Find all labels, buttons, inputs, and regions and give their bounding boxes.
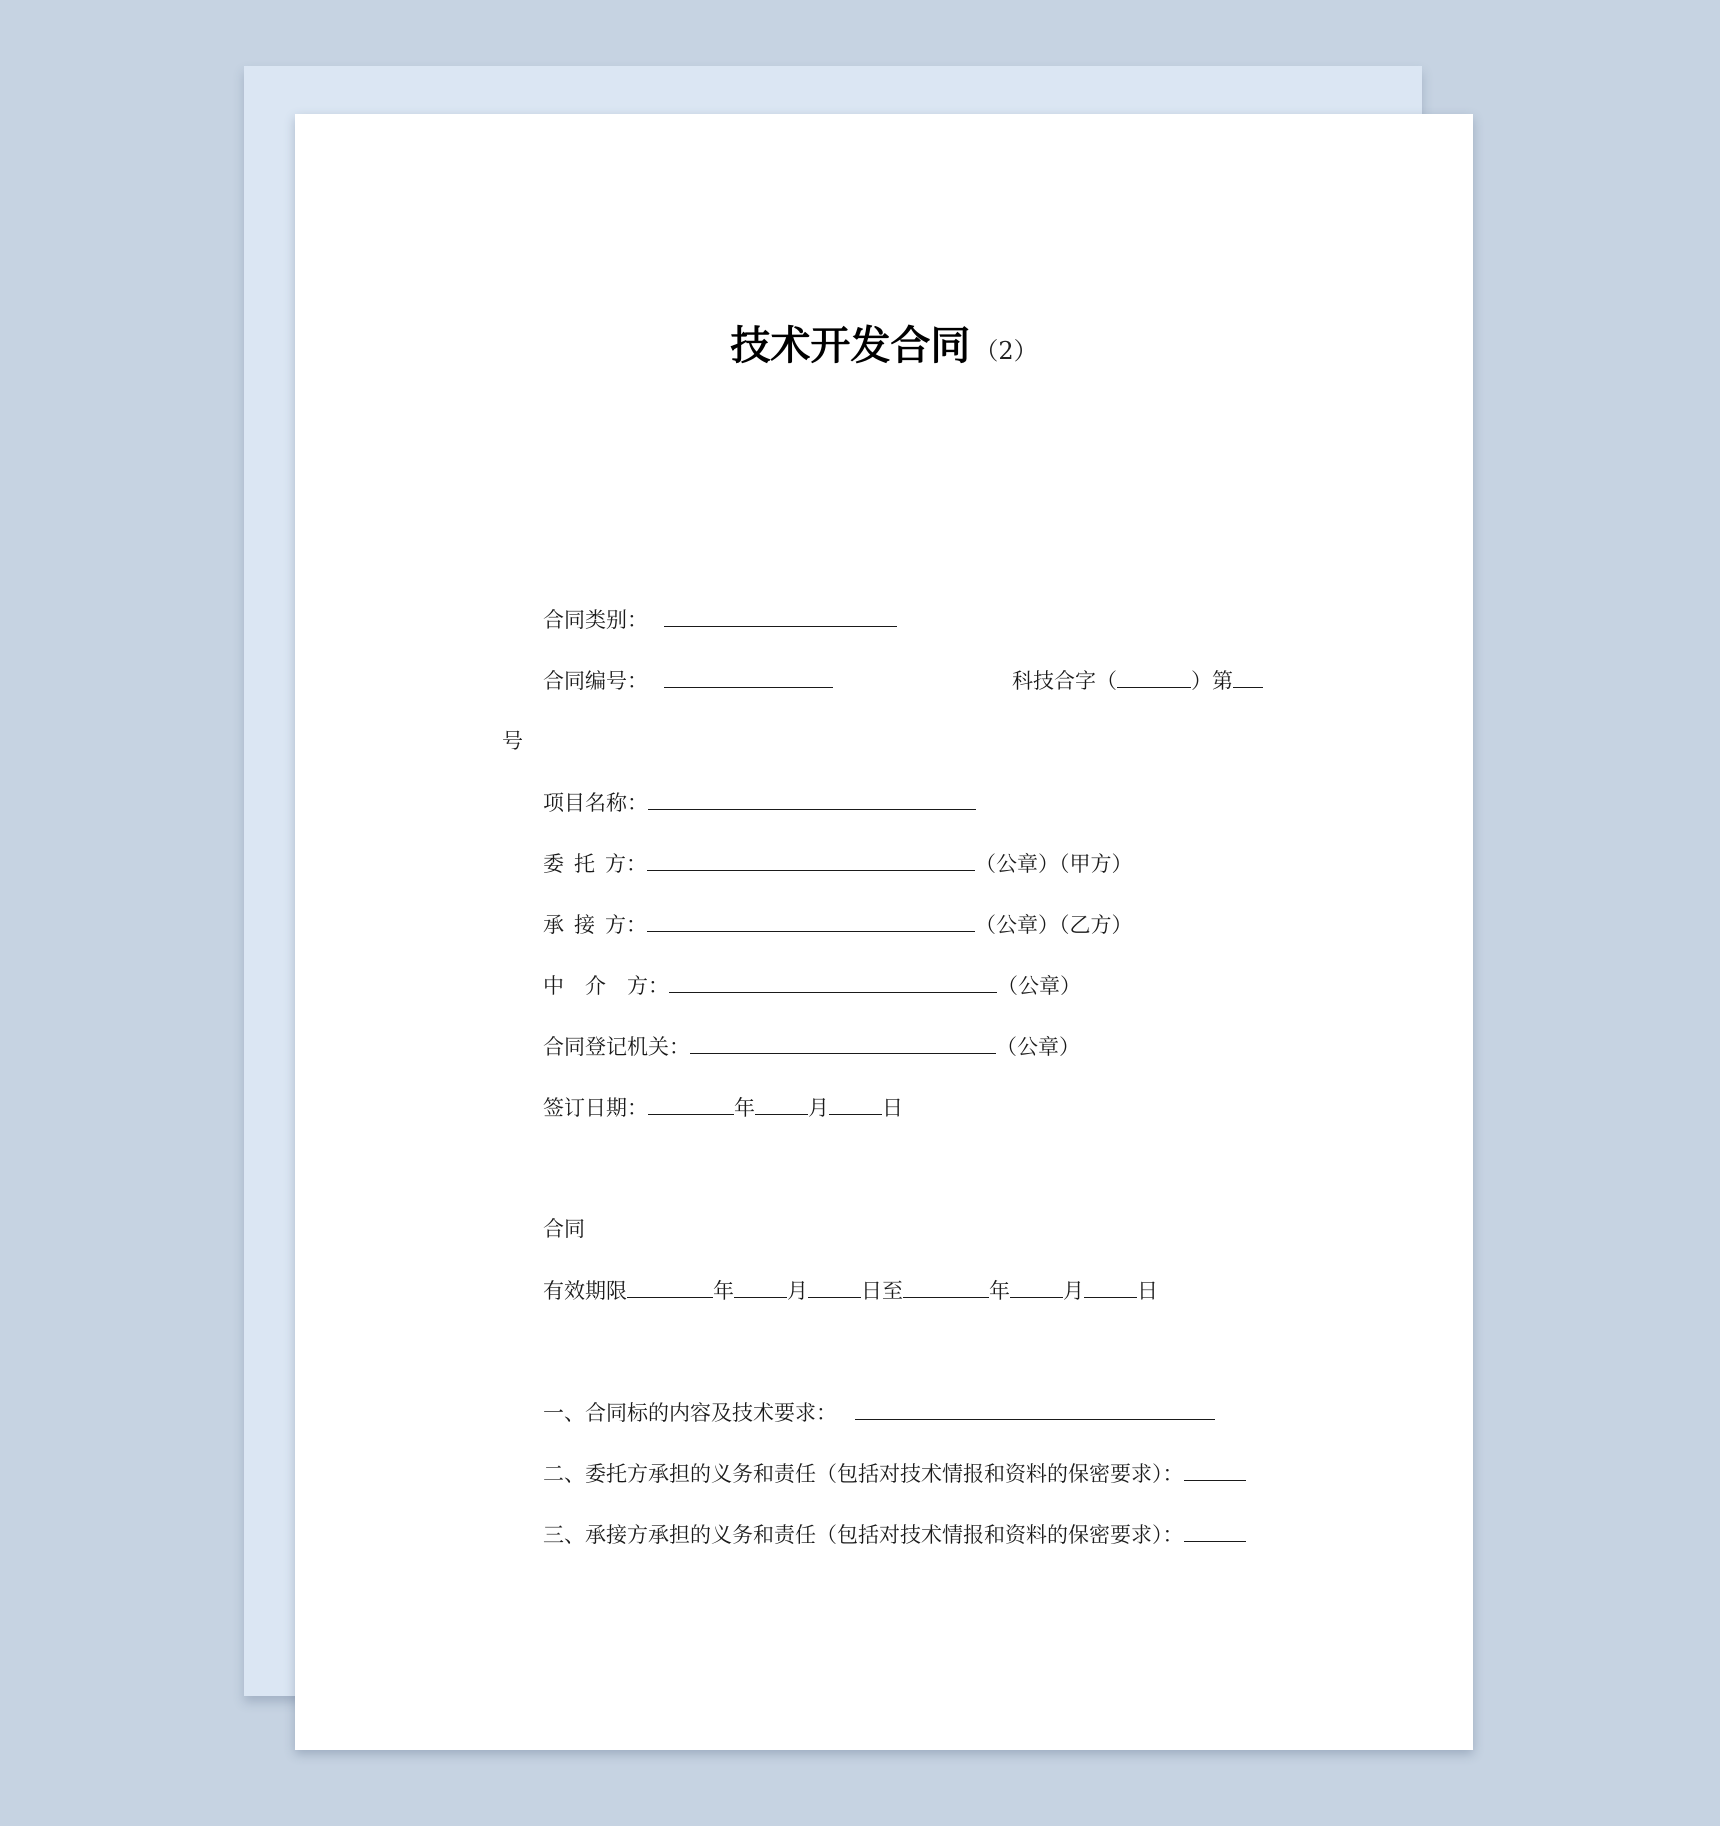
sign-date-label: 签订日期：: [543, 1096, 648, 1120]
contract-number-blank[interactable]: [664, 665, 833, 688]
clause-3-blank[interactable]: [1184, 1519, 1246, 1542]
project-name-row: [543, 787, 976, 818]
sign-date-row: [543, 1092, 903, 1123]
validity-end-month-blank[interactable]: [1010, 1275, 1063, 1298]
validity-heading: 合同: [543, 1217, 585, 1241]
clause-2: [543, 1458, 1246, 1489]
validity-start-year-blank[interactable]: [627, 1275, 713, 1298]
contractor-label-2: 接: [574, 913, 595, 937]
project-name-blank[interactable]: [648, 787, 976, 810]
agent-row: [543, 970, 1081, 1001]
validity-end-year-blank[interactable]: [903, 1275, 989, 1298]
client-row: [543, 848, 1133, 879]
title-sub: （2）: [974, 337, 1038, 365]
sign-day-blank[interactable]: [829, 1092, 882, 1115]
contract-type-row: [543, 604, 897, 635]
clause-2-text: 二、委托方承担的义务和责任（包括对技术情报和资料的保密要求）：: [543, 1462, 1184, 1486]
sign-year-unit: 年: [734, 1096, 755, 1120]
validity-label: 有效期限: [543, 1279, 627, 1303]
contractor-label-1: 承: [543, 913, 564, 937]
client-blank[interactable]: [647, 848, 975, 871]
contract-number-mid: ）第: [1191, 669, 1233, 693]
document-page: [295, 114, 1473, 1750]
registry-tail: （公章）: [996, 1035, 1080, 1059]
validity-start-day-unit: 日至: [861, 1279, 903, 1303]
contractor-row: [543, 909, 1133, 940]
title-main: 技术开发合同: [730, 323, 971, 369]
contract-number-code-blank[interactable]: [1117, 665, 1191, 688]
registry-blank[interactable]: [690, 1031, 996, 1054]
clause-1-text: 一、合同标的内容及技术要求：: [543, 1401, 837, 1425]
client-label-1: 委: [543, 852, 564, 876]
contractor-blank[interactable]: [647, 909, 975, 932]
agent-label-1: 中: [543, 974, 564, 998]
agent-tail: （公章）: [997, 974, 1081, 998]
contract-number-wrap: 号: [502, 729, 523, 753]
clause-3: [543, 1519, 1246, 1550]
sign-day-unit: 日: [882, 1096, 903, 1120]
client-label-2: 托: [574, 852, 595, 876]
contract-type-blank[interactable]: [664, 604, 897, 627]
clause-1: [543, 1397, 1215, 1428]
validity-row: [543, 1275, 1158, 1306]
validity-start-month-unit: 月: [787, 1279, 808, 1303]
client-label-3: 方：: [605, 852, 647, 876]
validity-end-year-unit: 年: [989, 1279, 1010, 1303]
agent-label-2: 介: [585, 974, 606, 998]
contract-number-prefix: 科技合字（: [1012, 669, 1117, 693]
validity-end-day-unit: 日: [1137, 1279, 1158, 1303]
clause-2-blank[interactable]: [1184, 1458, 1246, 1481]
client-tail: （公章）（甲方）: [975, 852, 1133, 876]
validity-end-day-blank[interactable]: [1084, 1275, 1137, 1298]
agent-blank[interactable]: [669, 970, 997, 993]
contract-number-row: [543, 665, 1263, 696]
validity-end-month-unit: 月: [1063, 1279, 1084, 1303]
contractor-label-3: 方：: [605, 913, 647, 937]
contract-number-label: 合同编号：: [543, 669, 648, 693]
agent-label-3: 方：: [627, 974, 669, 998]
clause-3-text: 三、承接方承担的义务和责任（包括对技术情报和资料的保密要求）：: [543, 1523, 1184, 1547]
contractor-tail: （公章）（乙方）: [975, 913, 1133, 937]
clause-1-blank[interactable]: [855, 1397, 1215, 1420]
project-name-label: 项目名称：: [543, 791, 648, 815]
sign-month-unit: 月: [808, 1096, 829, 1120]
sign-month-blank[interactable]: [755, 1092, 808, 1115]
registry-label: 合同登记机关：: [543, 1035, 690, 1059]
validity-start-year-unit: 年: [713, 1279, 734, 1303]
document-title: [295, 314, 1473, 371]
contract-number-seq-blank[interactable]: [1233, 665, 1263, 688]
contract-type-label: 合同类别：: [543, 608, 648, 632]
validity-start-month-blank[interactable]: [734, 1275, 787, 1298]
validity-start-day-blank[interactable]: [808, 1275, 861, 1298]
registry-row: [543, 1031, 1080, 1062]
sign-year-blank[interactable]: [648, 1092, 734, 1115]
